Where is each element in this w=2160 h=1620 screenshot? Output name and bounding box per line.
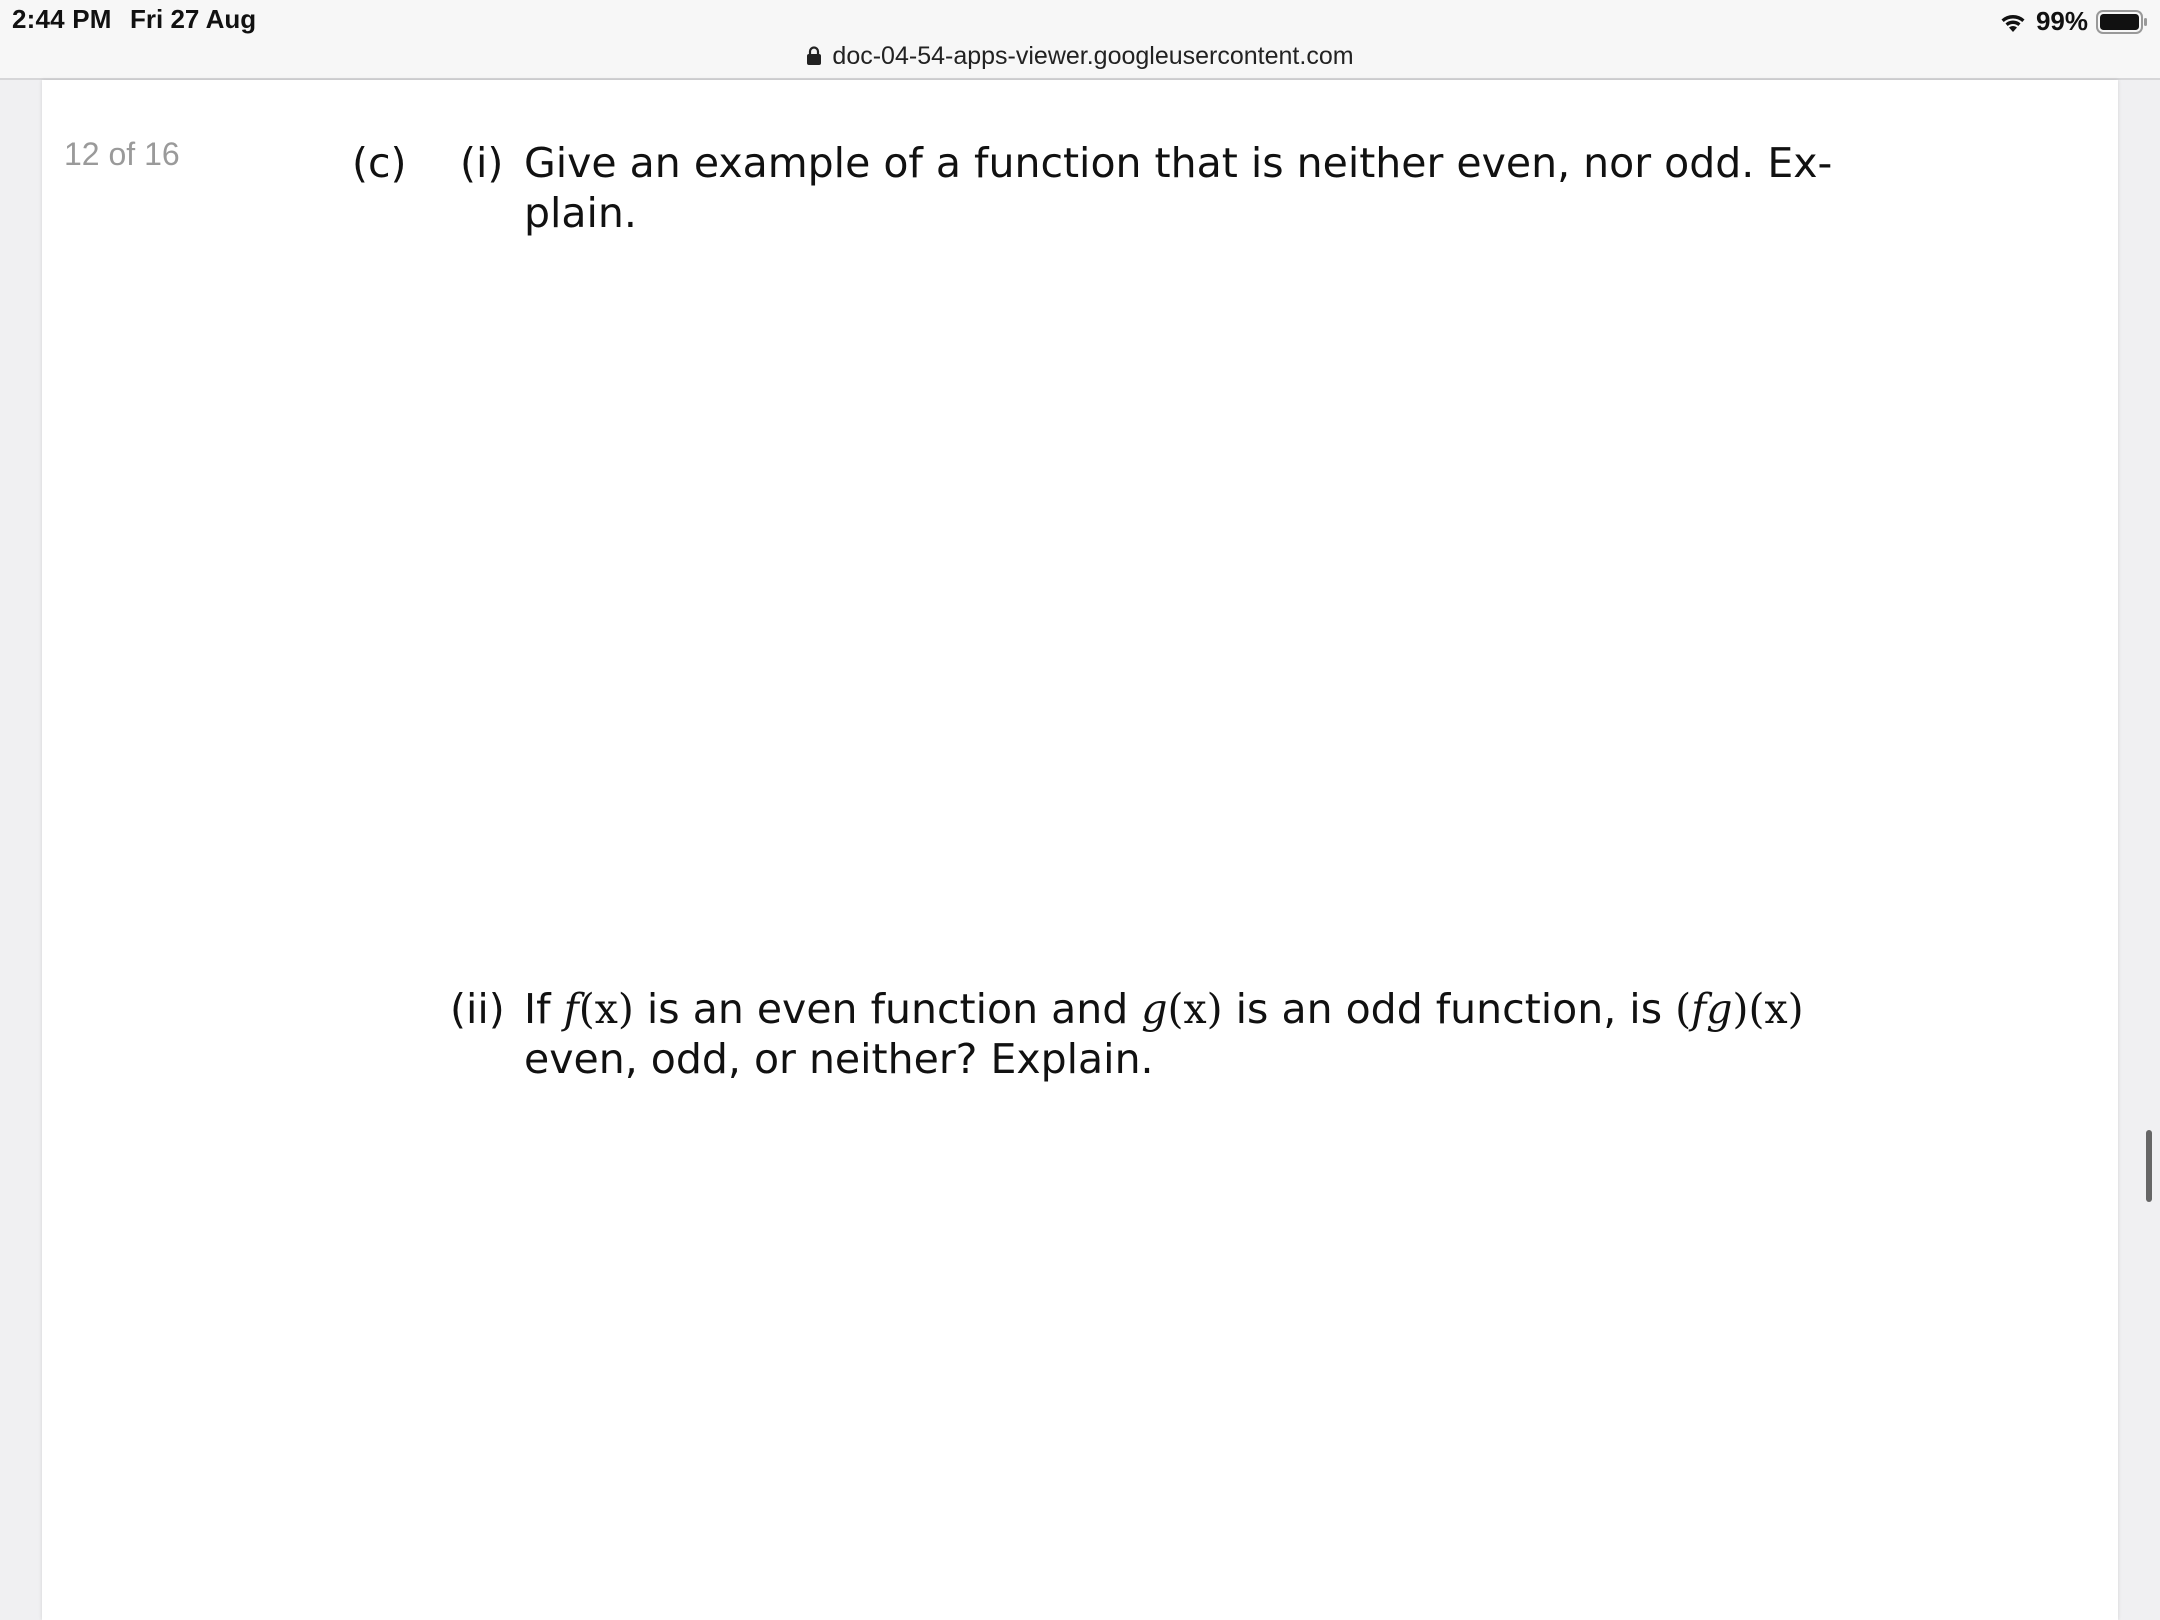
question-i-label: (i) xyxy=(460,139,504,187)
question-ii-line1 xyxy=(524,984,1884,1034)
math-fx: (x) xyxy=(578,985,634,1033)
document-page xyxy=(42,80,2118,1620)
math-fg-close: ) xyxy=(1732,985,1749,1033)
math-fg: fg xyxy=(1691,985,1733,1033)
question-i-line1: Give an example of a function that is neither even, nor odd. Ex- xyxy=(524,139,1833,187)
q2-text-part1: If xyxy=(524,985,564,1033)
url-display[interactable] xyxy=(806,42,1353,71)
question-ii-text xyxy=(524,984,1884,1084)
wifi-icon xyxy=(1998,10,2028,34)
math-gx: (x) xyxy=(1167,985,1223,1033)
q2-text-part3: is an odd function, is xyxy=(1222,985,1676,1033)
question-i-text xyxy=(524,138,1874,238)
url-text: doc-04-54-apps-viewer.googleusercontent.com xyxy=(832,41,1354,70)
status-right xyxy=(1998,6,2148,37)
lock-icon xyxy=(806,46,822,66)
math-fgx: (x) xyxy=(1748,985,1804,1033)
address-bar[interactable] xyxy=(0,40,2160,80)
math-f: f xyxy=(563,985,579,1033)
battery-icon xyxy=(2096,9,2148,35)
scrollbar-thumb[interactable] xyxy=(2146,1130,2152,1202)
status-bar xyxy=(0,0,2160,40)
q2-text-part2: is an even function and xyxy=(633,985,1142,1033)
question-i-line2: plain. xyxy=(524,189,637,237)
status-date: Fri 27 Aug xyxy=(130,4,257,34)
battery-percent: 99% xyxy=(2035,6,2088,36)
page-indicator: 12 of 16 xyxy=(56,132,188,177)
math-fg-open: ( xyxy=(1675,985,1692,1033)
question-ii-label: (ii) xyxy=(450,985,505,1033)
question-ii-line2: even, odd, or neither? Explain. xyxy=(524,1035,1154,1083)
status-time: 2:44 PM xyxy=(12,4,112,34)
part-label: (c) xyxy=(352,139,407,187)
math-g: g xyxy=(1141,985,1168,1033)
